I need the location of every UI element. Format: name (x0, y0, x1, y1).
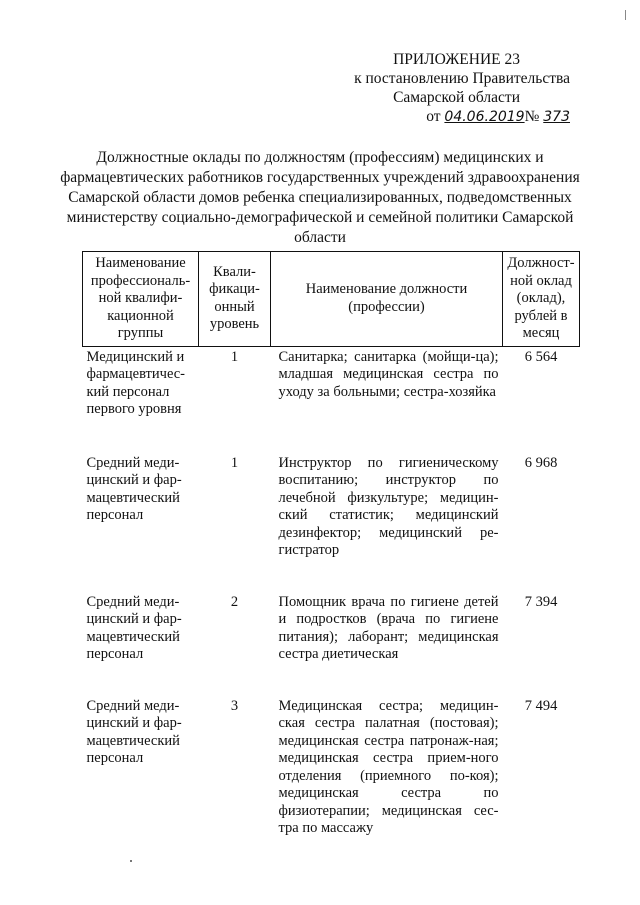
header-salary: Должност-ной оклад (оклад), рублей в месяц (503, 252, 580, 347)
table-row (83, 698, 580, 848)
appendix-reference: к постановлению Правительства (354, 70, 570, 87)
cell-positions: Инструктор по гигиеническому воспитанию; инструктор по лечебной физкультуре; медицин-ский статистик; медицинский дезинфектор; медицинский ре-гистратор (278, 454, 499, 558)
header-position: Наименование должности (профессии) (271, 252, 503, 347)
appendix-date-line (330, 107, 570, 127)
scan-mark (625, 10, 626, 20)
header-level: Квали-фикаци-онный уровень (199, 252, 271, 347)
cell-level: 2 (230, 593, 239, 610)
cell-group: Средний меди-цинский и фар-мацевтический персонал (86, 593, 182, 662)
table-row (83, 594, 580, 698)
cell-level: 1 (230, 454, 239, 471)
cell-salary: 6 564 (524, 348, 558, 365)
cell-salary: 7 394 (524, 593, 558, 610)
cell-positions: Помощник врача по гигиене детей и подростков (врача по гигиене питания); лаборант; медицинская сестра диетическая (278, 593, 499, 662)
cell-positions: Санитарка; санитарка (мойщи-ца); младшая медицинская сестра по уходу за больными; сестра-хозяйка (278, 348, 499, 400)
cell-positions: Медицинская сестра; медицин-ская сестра палатная (постовая); медицинская сестра патронаж-ная; медицинская сестра прием-ного отделения (приемного по-коя); медицинская сестра по физиотерапии; медицинская сес-тра по массажу (278, 697, 499, 836)
table-row (83, 346, 580, 455)
table-header-row (83, 252, 580, 347)
scan-dot (130, 860, 132, 862)
date-value: 04.06.2019 (444, 109, 525, 125)
cell-salary: 7 494 (524, 697, 558, 714)
number-prefix: № (524, 108, 540, 125)
cell-group: Медицинский и фармацевтичес-кий персонал первого уровня (86, 348, 186, 417)
appendix-region: Самарской области (393, 89, 520, 106)
cell-salary: 6 968 (524, 454, 558, 471)
document-title: Должностные оклады по должностям (профессиям) медицинских и фармацевтических работников государственных учреждений здравоохранения Самарской области домов ребенка специализированных, подведомственных министерству социально-демографической и семейной политики Самарской области (60, 149, 580, 246)
appendix-number: ПРИЛОЖЕНИЕ 23 (393, 51, 520, 68)
cell-level: 1 (230, 348, 239, 365)
cell-level: 3 (230, 697, 239, 714)
number-value: 373 (543, 109, 570, 125)
appendix-header (330, 50, 570, 127)
salary-table (82, 251, 580, 848)
table-row (83, 455, 580, 594)
cell-group: Средний меди-цинский и фар-мацевтический персонал (86, 697, 182, 766)
header-group: Наименование профессиональ-ной квалифи-кационной группы (83, 252, 199, 347)
date-prefix: от (426, 108, 441, 125)
cell-group: Средний меди-цинский и фар-мацевтический персонал (86, 454, 182, 523)
